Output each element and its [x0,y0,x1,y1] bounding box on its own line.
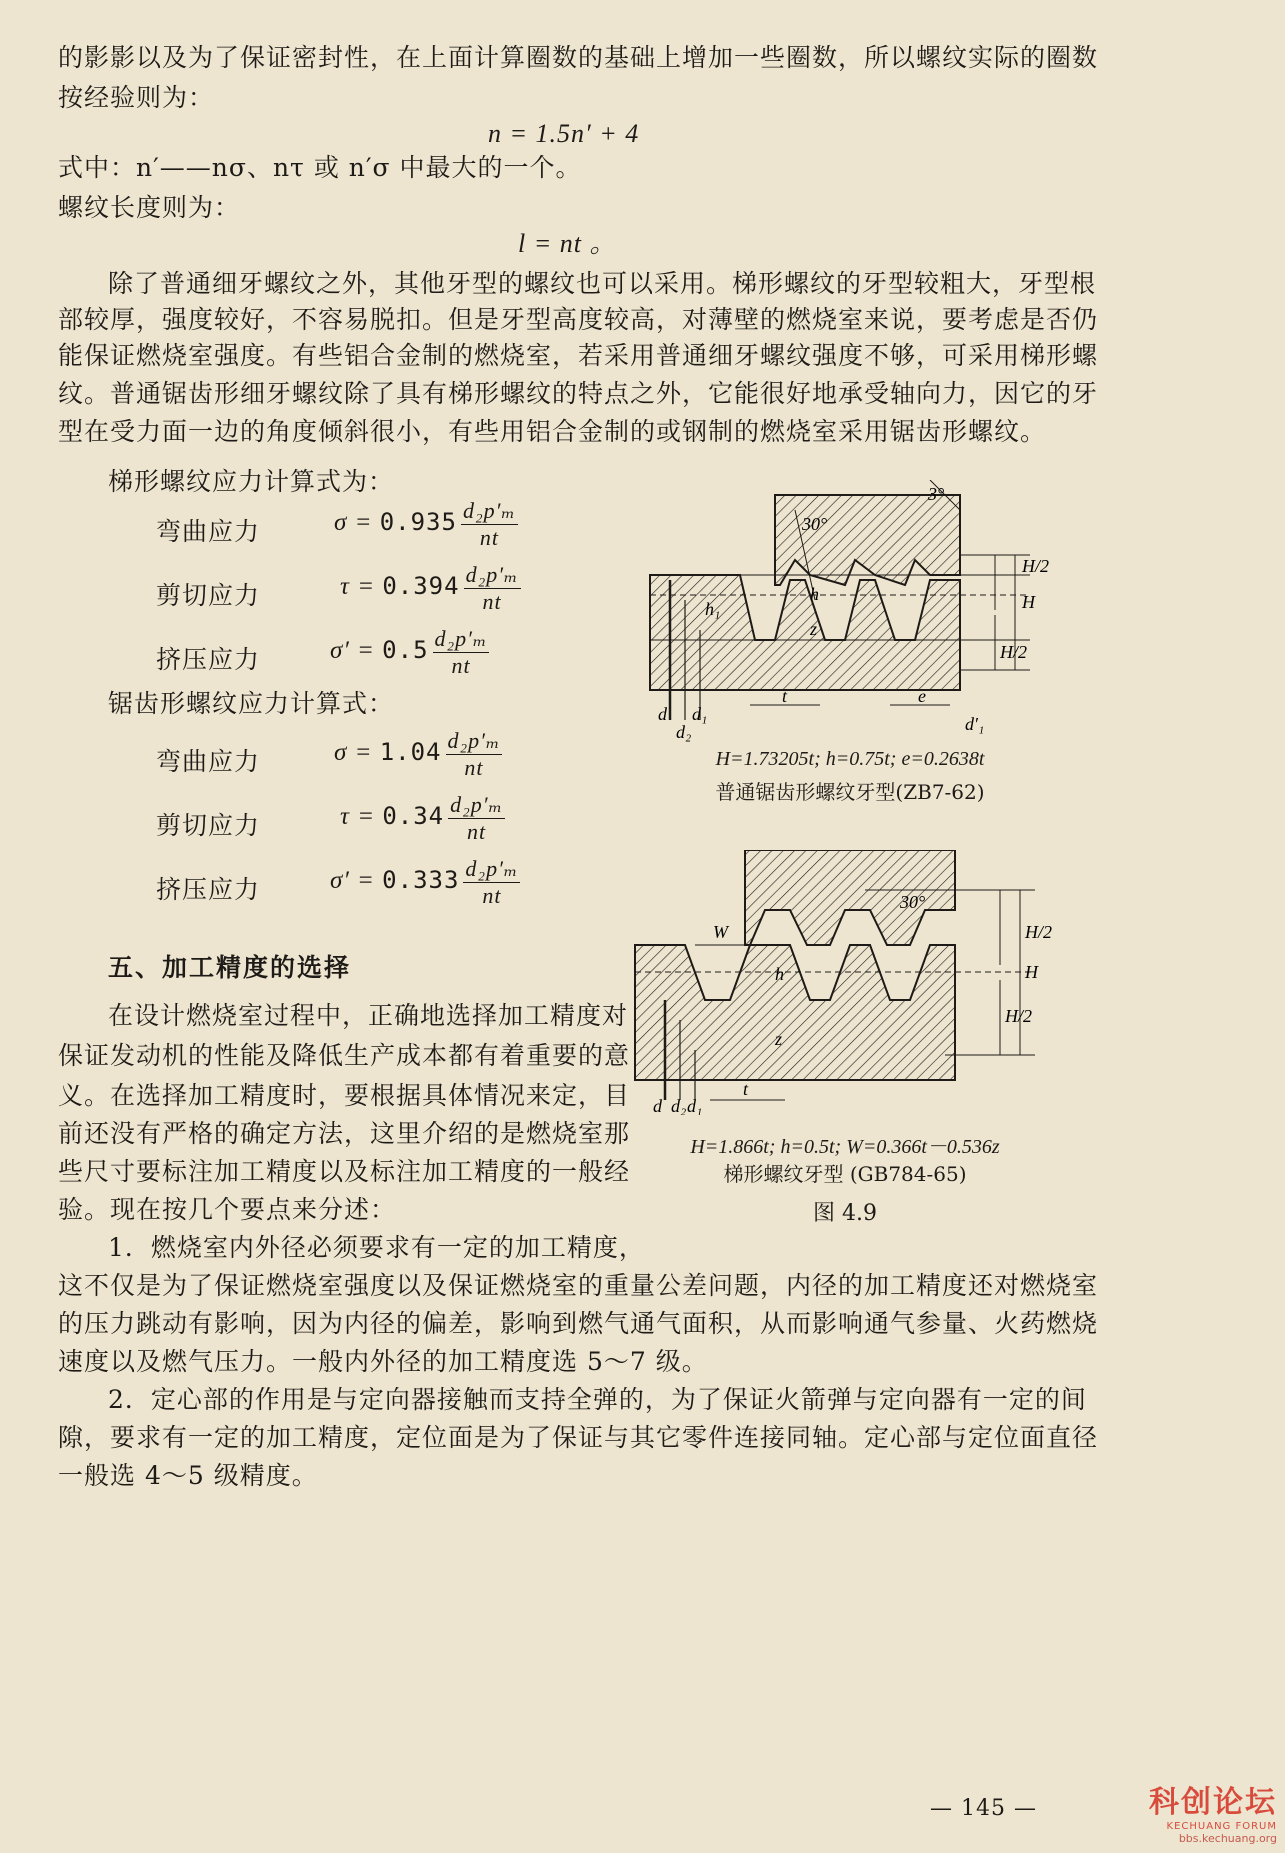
sawtooth-title: 锯齿形螺纹应力计算式： [108,689,395,718]
label: z [775,1029,783,1049]
label: 30° [802,514,828,534]
para-line: 2．定心部的作用是与定向器接触而支持全弹的，为了保证火箭弹与定向器有一定的间 [108,1385,1087,1414]
watermark [1149,1777,1277,1845]
stress-formula: σ′ = 0.333 $\frac{\text{d₂p′ₘ}}{nt}$ [330,856,519,908]
label: d [658,704,667,724]
para-line: 在设计燃烧室过程中，正确地选择加工精度对 [108,1001,629,1030]
label: H/2 [1000,642,1027,662]
stress-formula: σ′ = 0.5 $\frac{\text{d₂p′ₘ}}{nt}$ [330,626,488,678]
para-line: 速度以及燃气压力。一般内外径的加工精度选 5～7 级。 [58,1347,708,1376]
stress-label: 弯曲应力 [156,747,261,776]
label: H/2 [1005,1006,1032,1026]
para-line: 保证发动机的性能及降低生产成本都有着重要的意 [58,1041,631,1070]
page-number: — 145 — [930,1796,1037,1821]
stress-formula: σ = 1.04 $\frac{\text{d₂p′ₘ}}{nt}$ [334,728,501,780]
stress-label: 挤压应力 [156,645,261,674]
stress-label: 剪切应力 [156,581,261,610]
formula-l: l = nt 。 [518,229,617,258]
figure-label: 图 4.9 [813,1201,877,1226]
text-line: 式中：n′——nσ、nτ 或 n′σ 中最大的一个。 [58,153,582,182]
label: d₂ [676,722,692,742]
para-line: 验。现在按几个要点来分述： [58,1195,397,1224]
para-line: 这不仅是为了保证燃烧室强度以及保证燃烧室的重量公差问题，内径的加工精度还对燃烧室 [58,1271,1099,1300]
para-line: 些尺寸要标注加工精度以及标注加工精度的一般经 [58,1157,631,1186]
label: H [1025,962,1038,982]
label: h₁ [705,599,721,619]
trap-formula: H=1.866t; h=0.5t; W=0.366t－0.536z [690,1136,1000,1158]
watermark-en: KECHUANG FORUM [1166,1821,1277,1832]
stress-label: 弯曲应力 [156,517,261,546]
stress-label: 挤压应力 [156,875,261,904]
label: d₁ [687,1096,703,1115]
trapezoid-thread-diagram [625,850,1055,1115]
para-line: 前还没有严格的确定方法，这里介绍的是燃烧室那 [58,1119,631,1148]
formula-n: n = 1.5n′ + 4 [488,119,640,148]
stress-label: 剪切应力 [156,811,261,840]
para-line: 部较厚，强度较好，不容易脱扣。但是牙型高度较高，对薄壁的燃烧室来说，要考虑是否仍 [58,305,1099,334]
saw-caption: 普通锯齿形螺纹牙型(ZB7-62) [715,780,985,804]
text-line: 螺纹长度则为： [58,193,241,222]
text-line: 的影影以及为了保证密封性，在上面计算圈数的基础上增加一些圈数，所以螺纹实际的圈数 [58,43,1099,72]
watermark-url: bbs.kechuang.org [1178,1832,1277,1845]
section-heading: 五、加工精度的选择 [108,953,352,982]
para-line: 的压力跳动有影响，因为内径的偏差，影响到燃气通气面积，从而影响通气参量、火药燃烧 [58,1309,1099,1338]
trapezoid-title: 梯形螺纹应力计算式为： [108,467,395,496]
label: h [810,584,819,604]
label: 30° [900,892,926,912]
stress-formula: τ = 0.34 $\frac{\text{d₂p′ₘ}}{nt}$ [340,792,504,844]
label: d₁ [692,704,708,724]
watermark-brand: 科创论坛 [1149,1785,1277,1820]
label: h [775,964,784,984]
para-line: 1．燃烧室内外径必须要求有一定的加工精度， [108,1233,645,1262]
text-line: 按经验则为： [58,83,215,112]
label: 3° [928,484,945,504]
para-line: 义。在选择加工精度时，要根据具体情况来定，目 [58,1081,631,1110]
label: t [782,686,788,706]
para-line: 型在受力面一边的角度倾斜很小，有些用铝合金制的或钢制的燃烧室采用锯齿形螺纹。 [58,417,1047,446]
stress-formula: σ = 0.935 $\frac{\text{d₂p′ₘ}}{nt}$ [334,498,516,550]
para-line: 能保证燃烧室强度。有些铝合金制的燃烧室，若采用普通细牙螺纹强度不够，可采用梯形螺 [58,341,1099,370]
para-line: 隙，要求有一定的加工精度，定位面是为了保证与其它零件连接同轴。定心部与定位面直径 [58,1423,1099,1452]
label: H/2 [1025,922,1052,942]
label: W [713,922,728,942]
label: e [918,686,926,706]
trap-caption: 梯形螺纹牙型 (GB784-65) [723,1162,967,1186]
para-line: 一般选 4～5 级精度。 [58,1461,318,1490]
saw-formula: H=1.73205t; h=0.75t; e=0.2638t [715,748,985,770]
para-line: 纹。普通锯齿形细牙螺纹除了具有梯形螺纹的特点之外，它能很好地承受轴向力，因它的牙 [58,379,1099,408]
label: H [1022,592,1035,612]
label: z [810,619,818,639]
label: H/2 [1022,556,1049,576]
label: d [653,1096,662,1115]
sawtooth-thread-diagram [630,480,1050,750]
label: d′₁ [965,714,985,734]
para-line: 除了普通细牙螺纹之外，其他牙型的螺纹也可以采用。梯形螺纹的牙型较粗大，牙型根 [108,269,1097,298]
label: d₂ [671,1096,687,1115]
stress-formula: τ = 0.394 $\frac{\text{d₂p′ₘ}}{nt}$ [340,562,519,614]
label: t [743,1079,749,1099]
